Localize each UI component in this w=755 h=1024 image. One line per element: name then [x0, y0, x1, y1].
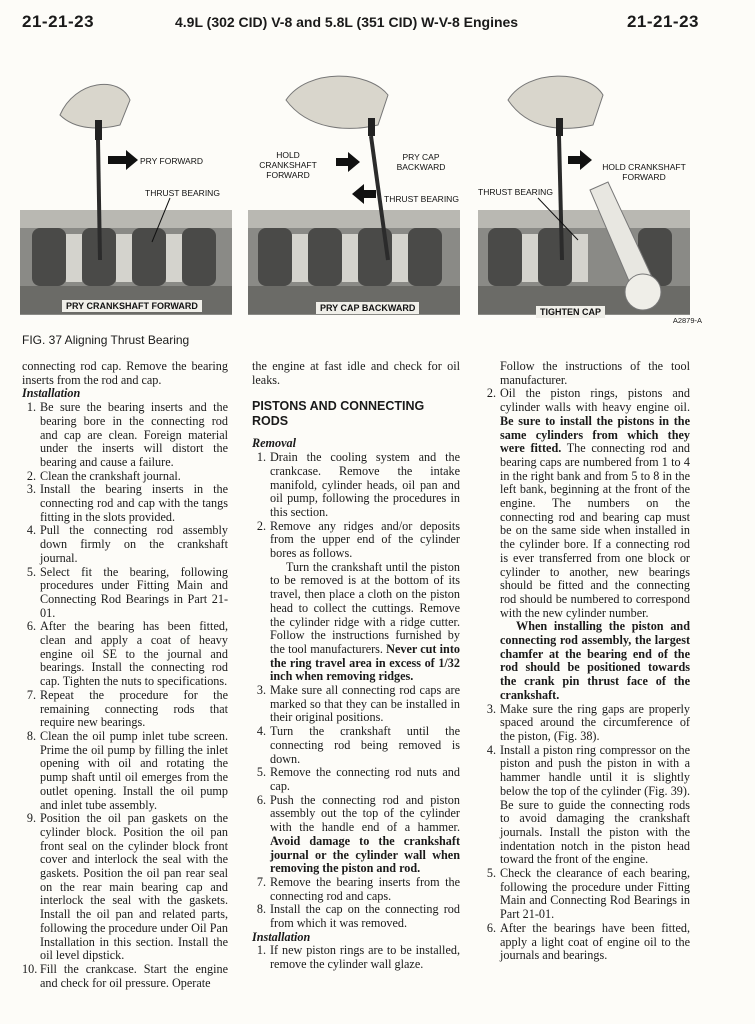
label-pry-forward: PRY FORWARD: [140, 156, 203, 166]
page-number-left: 21-21-23: [22, 12, 95, 31]
list-item: 1. If new piston rings are to be installed, remove the cylinder wall glaze.: [256, 943, 460, 972]
list-item: 5. Remove the connecting rod nuts and cap.: [256, 765, 460, 793]
figure-caption: FIG. 37 Aligning Thrust Bearing: [22, 333, 190, 347]
list-item: 2. Clean the crankshaft journal.: [26, 468, 181, 483]
text-column-3: [482, 360, 690, 963]
list-item: 2. Oil the piston rings, pistons and cylinder walls with heavy engine oil. Be sure to install the pistons in the same cylinders from which they were fitted. The connecting rod and bearing caps are numbered from 1 to 4 in the right bank and from 5 to 8 in the left bank, beginning at the front of the engine. The numbers on the connecting rod and bearing cap must be on the same side when installed in the cylinder bore. If a connecting rod is ever transferred from one block or cylinder to another, new bearings should be fitted and the connecting rod should be numbered to correspond with the new cylinder number. When installing the piston and connecting rod assembly, the largest chamfer at the bearing end of the rod should be positioned towards the crank pin thrust face of the crankshaft.: [486, 386, 691, 702]
list-item: 4. Pull the connecting rod assembly down firmly on the crankshaft journal.: [26, 523, 228, 565]
figure-panel-pry-crankshaft: [20, 70, 232, 322]
banner-pry-crankshaft-forward: PRY CRANKSHAFT FORWARD: [62, 300, 202, 312]
list-item: 1. Be sure the bearing inserts and the bearing bore in the connecting rod and cap are clean. Foreign material under the inserts will distort the bearing and cause a failure.: [26, 400, 228, 469]
list-item: 2. Remove any ridges and/or deposits from the upper end of the cylinder bores as follows. Turn the crankshaft until the piston to be removed is at the bottom of its travel, then place a cloth on the piston head to collect the cuttings. Remove the cylinder ridge with a ridge cutter. Follow the instructions furnished by the tool manufacturers. Never cut into the ring travel area in excess of 1/32 inch when removing ridges.: [256, 518, 460, 684]
running-title: 4.9L (302 CID) V-8 and 5.8L (351 CID) W-V-8 Engines: [175, 14, 519, 30]
list-item: 3. Make sure all connecting rod caps are marked so that they can be installed in their original positions.: [256, 683, 460, 725]
label-thrust-bearing-2: THRUST BEARING: [384, 194, 459, 204]
subheading-installation: Installation: [22, 386, 81, 401]
list-item: 3. Make sure the ring gaps are properly spaced around the circumference of the piston, (Fig. 38).: [486, 701, 690, 743]
label-pry-cap-backward: PRY CAP BACKWARD: [396, 152, 446, 172]
figure-panel-tighten-cap: [478, 70, 690, 322]
paragraph: connecting rod cap. Remove the bearing inserts from the rod and cap.: [22, 359, 228, 387]
installation-steps-continued: [482, 387, 690, 963]
paragraph: Turn the crankshaft until the piston to be removed is at the bottom of its travel, then place a cloth on the piston head to collect the cuttings. Remove the cylinder ridge with a ridge cutter. Follow the instructions furnished by the tool manufacturers. Never cut into the ring travel area in excess of 1/32 inch when removing ridges.: [270, 559, 460, 684]
label-hold-crankshaft-forward-2: HOLD CRANKSHAFT FORWARD: [602, 162, 686, 182]
figure-panel-pry-cap: [248, 70, 460, 322]
list-item: 5. Select fit the bearing, following procedures under Fitting Main and Connecting Rod Bearings in Part 21-01.: [26, 564, 228, 620]
note: When installing the piston and connecting rod assembly, the largest chamfer at the bearing end of the rod should be positioned towards the crank pin thrust face of the crankshaft.: [500, 619, 690, 702]
label-thrust-bearing: THRUST BEARING: [145, 188, 220, 198]
list-item: 7. Remove the bearing inserts from the connecting rod and caps.: [256, 874, 460, 903]
paragraph: the engine at fast idle and check for oil leaks.: [252, 359, 460, 387]
list-item: 4. Install a piston ring compressor on the piston and push the piston in with a hammer handle until it is slightly below the top of the cylinder (Fig. 39). Be sure to guide the connecting rods to avoid damaging the crankshaft journals. Install the piston with the indentation notch in the piston head toward the front of the engine.: [486, 742, 690, 867]
removal-steps: [252, 451, 460, 931]
text-column-1: [22, 360, 228, 990]
label-hold-crankshaft-forward: HOLD CRANKSHAFT FORWARD: [259, 150, 317, 180]
label-thrust-bearing-3: THRUST BEARING: [478, 187, 553, 197]
list-item: 8. Clean the oil pump inlet tube screen. Prime the oil pump by filling the inlet opening with oil and rotating the pump shaft until oil emerges from the outlet opening. Install the oil pump and inlet tube assembly.: [26, 728, 228, 812]
figure-code: A2879-A: [672, 316, 702, 325]
page-number-right: 21-21-23: [626, 12, 699, 31]
list-item: 6. Push the connecting rod and piston assembly out the top of the cylinder with the handle end of a hammer. Avoid damage to the crankshaft journal or the cylinder wall when removing the piston and rod.: [256, 792, 460, 876]
list-item: 7. Repeat the procedure for the remaining connecting rods that require new bearings.: [26, 687, 228, 730]
list-item: 6. After the bearing has been fitted, clean and apply a coat of heavy engine oil SE to the journal and bearings. Install the connecting rod cap. Tighten the nuts to specifications.: [26, 619, 228, 689]
subheading-removal: Removal: [252, 436, 297, 451]
banner-pry-cap-backward: PRY CAP BACKWARD: [316, 302, 419, 314]
list-item: 6. After the bearings have been fitted, apply a light coat of engine oil to the journals and bearings.: [486, 920, 690, 963]
figure-37: [20, 70, 700, 328]
list-item: 1. Drain the cooling system and the crankcase. Remove the intake manifold, cylinder heads, oil pan and oil pump, following the procedures in this section.: [256, 450, 460, 519]
page-header: [0, 12, 755, 36]
subheading-installation: Installation: [252, 929, 311, 944]
installation-steps: [22, 401, 228, 990]
list-item: 4. Turn the crankshaft until the connecting rod being removed is down.: [256, 724, 460, 766]
banner-tighten-cap: TIGHTEN CAP: [536, 306, 605, 318]
list-item: 3. Install the bearing inserts in the connecting rod and cap with the tangs fitting in the slots provided.: [26, 482, 228, 524]
list-item: 9. Position the oil pan gaskets on the cylinder block. Position the oil pan front seal on the cylinder block front cover and interlock the seal with the gaskets. Position the oil pan rear seal on the rear main bearing cap and interlock the seal with the gaskets. Install the oil pan and related parts, following the procedure under Oil Pan Installation in this section. Install the oil level dipstick.: [26, 811, 228, 963]
list-item: 8. Install the cap on the connecting rod from which it was removed.: [256, 902, 460, 931]
installation-steps: [252, 944, 460, 971]
list-item: 10. Fill the crankcase. Start the engine and check for oil pressure. Operate: [22, 961, 228, 990]
text-column-2: [252, 360, 460, 972]
list-item: 5. Check the clearance of each bearing, following the procedure under Fitting Main and Connecting Rod Bearings in Part 21-01.: [486, 866, 690, 922]
paragraph: Follow the instructions of the tool manufacturer.: [500, 359, 690, 387]
section-heading: PISTONS AND CONNECTING RODS: [252, 399, 425, 429]
